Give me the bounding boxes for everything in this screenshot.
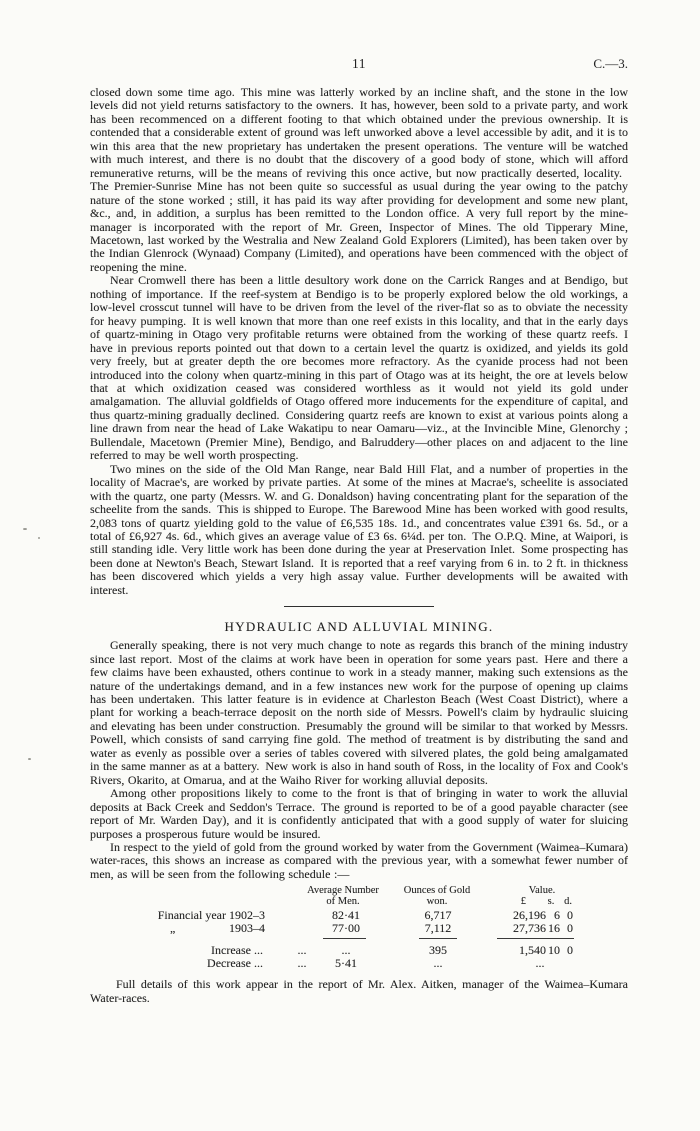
schedule-header-shillings: s. [547, 896, 555, 908]
body-paragraph: In respect to the yield of gold from the ground worked by water from the Government (Waimea–Kumara) water-races, this shows an increase as compared with the previous year, with a somewhat fewer number of men, as will be seen from the following schedule :— [90, 840, 628, 881]
body-paragraph: Near Cromwell there has been a little desultory work done on the Carrick Ranges and at Bendigo, but nothing of importance. If the reef-system at Bendigo is to be properly explored below the old workings, a low-level crosscut tunnel will have to be driven from the level of the river-flat so as to obviate the necessity for heavy pumping. It is well known that more than one reef exists in this locality, and that in the early days of quartz-mining in Otago very profitable returns were obtained from the working of these quartz reefs. I have in previous reports pointed out that down to a certain level the quartz is oxidized, and yields its gold very freely, but at greater depth the ore becomes more refractory. As the cyanide process had not been introduced into the colony when quartz-mining in this part of Otago was at its height, the ore at levels below that at which oxidization ceased was considered worthless as it would not yield its gold under amalgamation. The alluvial goldfields of Otago offered more inducements for the expenditure of capital, and thus quartz-mining gradually declined. Considering quartz reefs are known to exist at various points along a line drawn from near the head of Lake Wakatipu to near Oamaru—viz., at the Invincible Mine, Glenorchy ; Bullendale, Macetown (Premier Mine), Bendigo, and Balruddery—other places on and adjacent to the line referred to may be well worth prospecting. [90, 273, 628, 463]
body-paragraph: Two mines on the side of the Old Man Range, near Bald Hill Flat, and a number of properties in the locality of Macrae's, are worked by private parties. At some of the mines at Macrae's, scheelite is associated with the quartz, one party (Messrs. W. and G. Donaldson) having concentrating plant for the separation of the scheelite from the sands. This is shipped to Europe. The Barewood Mine has been worked with good results, 2,083 tons of quartz yielding gold to the value of £6,535 18s. 1d., and concentrates value £391 6s. 5d., or a total of £6,927 4s. 6d., which gives an average value of £3 6s. 6¼d. per ton. The O.P.Q. Mine, at Waipori, is still standing idle. Very little work has been done during the year at Preservation Inlet. Some prospecting has been done at Newton's Beach, Stewart Island. It is reported that a reef varying from 6 in. to 2 ft. in thickness has been discovered which yields a very high assay value. Further developments will be awaited with interest. [90, 461, 628, 597]
scan-artifact [23, 528, 27, 530]
schedule-increase-pence: 0 [567, 943, 573, 958]
schedule-sum-rule-value [497, 938, 574, 939]
schedule-sum-rule-ounces [419, 938, 457, 939]
schedule-row-year: 1903–4 [229, 921, 265, 936]
section-divider-rule [284, 606, 434, 607]
schedule-row-ounces: 6,717 [424, 908, 452, 923]
schedule-increase-label: Increase ... [211, 943, 263, 958]
page-header [90, 56, 628, 74]
body-paragraph: Generally speaking, there is not very much change to note as regards this branch of the mining industry since last report. Most of the claims at work have been in operation for some years past. Here and there a few claims have been exhausted, others continue to work in a steady manner, making such extensions as the nature of the undertakings demand, and in a few instances new work for the purpose of opening up claims has been undertaken. This latter feature is in evidence at Charleston Beach (West Coast District), where a plant for working a beach-terrace deposit on the north side of Messrs. Powell's claim by hydraulic sluicing and elevating has been under construction. Presumably the ground will be similar to that worked by Messrs. Powell, which consists of sand carrying fine gold. The method of treatment is by distributing the sand and water as evenly as possible over a series of tables covered with silvered plates, the gold being amalgamated in the same manner as at a battery. New work is also in hand south of Ross, in the locality of Fox and Cook's Rivers, Okarito, at Omarua, and at the Waiho River for working alluvial deposits. [90, 638, 628, 787]
document-reference: C.—3. [593, 56, 628, 71]
schedule-header-pence: d. [564, 896, 572, 908]
schedule-row-pence: 0 [567, 921, 573, 936]
section-heading: HYDRAULIC AND ALLUVIAL MINING. [224, 619, 494, 635]
schedule-decrease-men: 5·41 [335, 956, 357, 971]
schedule-header-ounces-line1: Ounces of Gold [403, 885, 471, 897]
schedule-leader-dots: ... [297, 943, 307, 958]
schedule-sum-rule-men [323, 938, 366, 939]
body-paragraph: closed down some time ago. This mine was latterly worked by an incline shaft, and the stone in the low levels did not yield returns satisfactory to the owners. It has, however, been sold to a private party, and work has been recommenced on a different footing to that which obtained under the previous ownership. It is contended that a considerable extent of ground was left unworked above a level accessible by adit, and it is to win this area that the new proprietary has undertaken the present operations. The venture will be watched with much interest, and there is no doubt that the discovery of a good body of stone, which will afford remunerative returns, will be the means of reviving this once active, but now practically deserted, locality. The Premier-Sunrise Mine has not been quite so successful as usual during the year owing to the patchy nature of the stone worked ; still, it has paid its way after providing for development and some new plant, &c., and, in addition, a surplus has been remitted to the London office. A very full report by the mine-manager is incorporated with the report of Mr. Green, Inspector of Mines. The old Tipperary Mine, Macetown, last worked by the Westralia and New Zealand Gold Explorers (Limited), has been taken over by the Indian Glenrock (Wynaad) Company (Limited), and operations have been commenced with the object of reopening the mine. [90, 85, 628, 274]
schedule-decrease-label: Decrease ... [207, 956, 263, 971]
schedule-table [90, 885, 628, 975]
scan-artifact [38, 537, 40, 539]
schedule-row-pence: 0 [567, 908, 573, 923]
scan-artifact [28, 758, 31, 760]
schedule-decrease-ounces: ... [433, 956, 443, 971]
schedule-row-shillings: 16 [548, 921, 560, 936]
schedule-row-label: Financial year 1902–3 [157, 908, 265, 923]
schedule-header-pound-sign: £ [520, 896, 526, 908]
schedule-row-men: 77·00 [332, 921, 360, 936]
schedule-row-shillings: 6 [554, 908, 560, 923]
schedule-header-men-line1: Average Number [307, 885, 379, 897]
closing-paragraph: Full details of this work appear in the report of Mr. Alex. Aitken, manager of the Waimea–Kumara Water-races. [90, 977, 628, 1005]
schedule-row-ditto-mark: „ [170, 921, 176, 936]
page-number: 11 [352, 56, 366, 71]
schedule-increase-shillings: 10 [548, 943, 560, 958]
body-paragraph: Among other propositions likely to come to the front is that of bringing in water to work the alluvial deposits at Back Creek and Seddon's Terrace. The ground is reported to be of a good payable character (see report of Mr. Warden Day), and it is confidently anticipated that with a good supply of water for sluicing purposes a prosperous future would be insured. [90, 786, 628, 841]
schedule-row-pounds: 27,736 [513, 921, 546, 936]
schedule-row-ounces: 7,112 [424, 921, 452, 936]
schedule-leader-dots: ... [297, 956, 307, 971]
schedule-row-pounds: 26,196 [513, 908, 546, 923]
schedule-increase-ounces: 395 [429, 943, 447, 958]
schedule-header-value: Value. [528, 885, 556, 897]
schedule-row-men: 82·41 [332, 908, 360, 923]
schedule-increase-pounds: 1,540 [519, 943, 546, 958]
schedule-header-men-line2: of Men. [326, 896, 360, 908]
schedule-increase-men: ... [341, 943, 351, 958]
text-block [90, 56, 628, 1005]
schedule-header-ounces-line2: won. [426, 896, 448, 908]
schedule-decrease-value-dots: ... [535, 956, 545, 971]
